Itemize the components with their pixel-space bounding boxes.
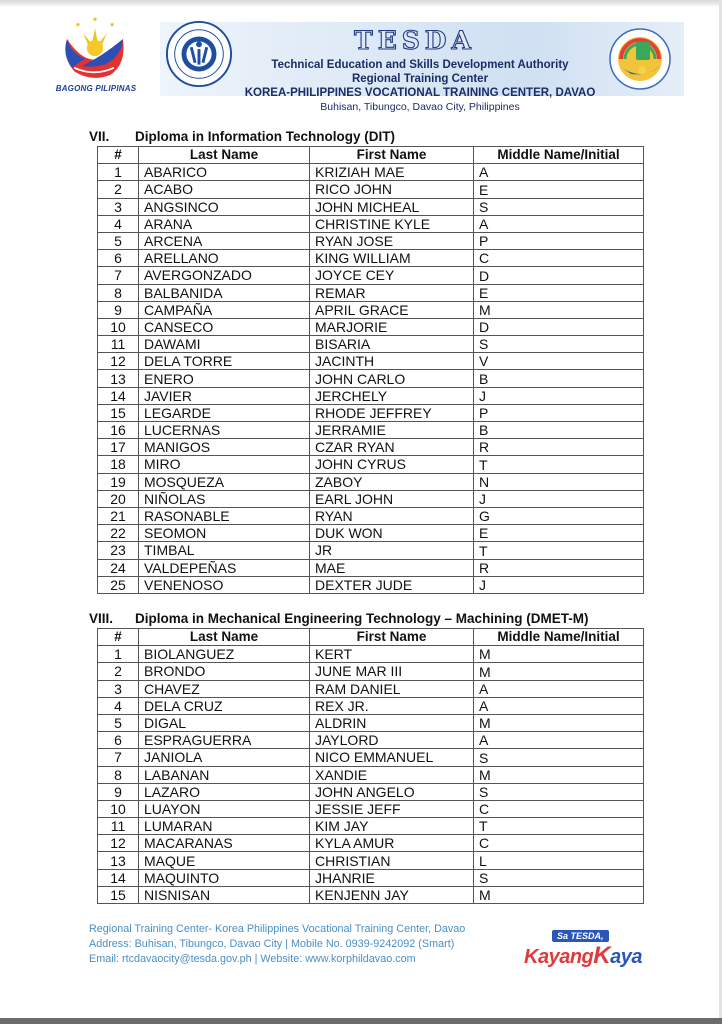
row-last-name: RASONABLE (139, 507, 310, 524)
row-last-name: MACARANAS (139, 835, 310, 852)
table-row (98, 766, 644, 783)
row-last-name: ABARICO (139, 164, 310, 181)
row-first-name: CHRISTINE KYLE (310, 215, 474, 232)
row-number: 5 (98, 714, 139, 731)
row-number: 1 (98, 164, 139, 181)
table-row (98, 507, 644, 524)
header-number: # (98, 629, 139, 646)
row-last-name: LEGARDE (139, 404, 310, 421)
row-first-name: DUK WON (310, 525, 474, 542)
rtc-seal-icon (609, 28, 671, 90)
row-last-name: ENERO (139, 370, 310, 387)
row-last-name: LUCERNAS (139, 422, 310, 439)
table-row (98, 250, 644, 267)
row-number: 6 (98, 732, 139, 749)
row-last-name: TIMBAL (139, 542, 310, 559)
row-last-name: DAWAMI (139, 336, 310, 353)
row-number: 16 (98, 422, 139, 439)
row-number: 1 (98, 646, 139, 663)
row-middle-initial: P (474, 404, 644, 421)
row-last-name: VENENOSO (139, 576, 310, 593)
row-middle-initial: M (474, 886, 644, 903)
row-first-name: MARJORIE (310, 318, 474, 335)
row-first-name: JUNE MAR III (310, 663, 474, 680)
row-middle-initial: S (474, 783, 644, 800)
row-number: 4 (98, 215, 139, 232)
table-row (98, 714, 644, 731)
row-first-name: KERT (310, 646, 474, 663)
row-last-name: LUAYON (139, 800, 310, 817)
row-middle-initial: V (474, 353, 644, 370)
row-middle-initial: S (474, 869, 644, 886)
table-row (98, 542, 644, 559)
table-row (98, 525, 644, 542)
table-row (98, 559, 644, 576)
section-title-dmet (89, 610, 589, 627)
row-number: 13 (98, 852, 139, 869)
row-number: 3 (98, 680, 139, 697)
row-number: 22 (98, 525, 139, 542)
dit-roster-table (97, 146, 644, 594)
row-middle-initial: T (474, 456, 644, 473)
row-first-name: KENJENN JAY (310, 886, 474, 903)
table-row (98, 164, 644, 181)
table-row (98, 318, 644, 335)
row-last-name: NISNISAN (139, 886, 310, 903)
center-address: Buhisan, Tibungco, Davao City, Philippines (320, 101, 520, 113)
section-heading: Diploma in Information Technology (DIT) (135, 129, 395, 144)
table-row (98, 869, 644, 886)
row-last-name: MIRO (139, 456, 310, 473)
footer-email-line: Email: rtcdavaocity@tesda.gov.ph | Website: www.korphildavao.com (89, 953, 416, 965)
row-last-name: DELA CRUZ (139, 697, 310, 714)
letterhead (0, 0, 722, 120)
header-last-name: Last Name (139, 629, 310, 646)
row-middle-initial: R (474, 559, 644, 576)
table-row (98, 439, 644, 456)
row-middle-initial: T (474, 818, 644, 835)
header-middle-name: Middle Name/Initial (474, 629, 644, 646)
table-row (98, 422, 644, 439)
row-last-name: ARANA (139, 215, 310, 232)
row-last-name: SEOMON (139, 525, 310, 542)
row-first-name: BISARIA (310, 336, 474, 353)
row-last-name: LAZARO (139, 783, 310, 800)
slogan-top: Sa TESDA, (552, 930, 609, 942)
row-last-name: MANIGOS (139, 439, 310, 456)
row-middle-initial: A (474, 680, 644, 697)
row-first-name: JOHN ANGELO (310, 783, 474, 800)
row-middle-initial: A (474, 164, 644, 181)
row-last-name: LUMARAN (139, 818, 310, 835)
row-middle-initial: M (474, 663, 644, 680)
row-middle-initial: E (474, 525, 644, 542)
row-middle-initial: B (474, 370, 644, 387)
table-row (98, 387, 644, 404)
row-last-name: JANIOLA (139, 749, 310, 766)
row-number: 11 (98, 336, 139, 353)
row-first-name: KYLA AMUR (310, 835, 474, 852)
row-last-name: ARCENA (139, 232, 310, 249)
row-number: 12 (98, 353, 139, 370)
row-number: 8 (98, 284, 139, 301)
row-number: 14 (98, 869, 139, 886)
row-number: 13 (98, 370, 139, 387)
slogan-kaya-initial: K (593, 942, 611, 969)
row-last-name: JAVIER (139, 387, 310, 404)
row-first-name: ALDRIN (310, 714, 474, 731)
row-first-name: JERCHELY (310, 387, 474, 404)
row-number: 5 (98, 232, 139, 249)
row-number: 4 (98, 697, 139, 714)
table-row (98, 663, 644, 680)
table-row (98, 336, 644, 353)
scan-bottom-edge (0, 1018, 722, 1024)
row-middle-initial: L (474, 852, 644, 869)
header-first-name: First Name (310, 147, 474, 164)
table-header-row (98, 147, 644, 164)
row-first-name: JAYLORD (310, 732, 474, 749)
row-number: 23 (98, 542, 139, 559)
slogan-kaya-rest: aya (610, 946, 642, 968)
row-last-name: ARELLANO (139, 250, 310, 267)
row-middle-initial: N (474, 473, 644, 490)
row-last-name: DIGAL (139, 714, 310, 731)
tesda-wordmark: TESDA (354, 26, 476, 55)
section-heading: Diploma in Mechanical Engineering Technology – Machining (DMET-M) (135, 611, 589, 626)
bagong-pilipinas-label: BAGONG PILIPINAS (55, 84, 137, 93)
row-first-name: CZAR RYAN (310, 439, 474, 456)
row-first-name: APRIL GRACE (310, 301, 474, 318)
row-first-name: JR (310, 542, 474, 559)
row-number: 7 (98, 267, 139, 284)
row-number: 9 (98, 301, 139, 318)
row-last-name: ANGSINCO (139, 198, 310, 215)
row-number: 2 (98, 663, 139, 680)
row-last-name: MAQUINTO (139, 869, 310, 886)
row-first-name: JACINTH (310, 353, 474, 370)
table-row (98, 490, 644, 507)
row-last-name: ACABO (139, 181, 310, 198)
row-middle-initial: E (474, 181, 644, 198)
table-row (98, 680, 644, 697)
table-row (98, 835, 644, 852)
row-first-name: JOHN MICHEAL (310, 198, 474, 215)
table-row (98, 215, 644, 232)
row-middle-initial: M (474, 766, 644, 783)
table-row (98, 198, 644, 215)
row-first-name: XANDIE (310, 766, 474, 783)
table-row (98, 800, 644, 817)
table-row (98, 783, 644, 800)
table-row (98, 353, 644, 370)
row-first-name: RYAN JOSE (310, 232, 474, 249)
row-last-name: DELA TORRE (139, 353, 310, 370)
row-first-name: RAM DANIEL (310, 680, 474, 697)
table-row (98, 267, 644, 284)
table-row (98, 818, 644, 835)
row-last-name: CHAVEZ (139, 680, 310, 697)
section-title-dit (89, 128, 395, 145)
row-first-name: DEXTER JUDE (310, 576, 474, 593)
table-header-row (98, 629, 644, 646)
row-number: 11 (98, 818, 139, 835)
row-middle-initial: D (474, 267, 644, 284)
table-row (98, 370, 644, 387)
table-row (98, 749, 644, 766)
row-last-name: BIOLANGUEZ (139, 646, 310, 663)
row-first-name: JHANRIE (310, 869, 474, 886)
row-middle-initial: M (474, 301, 644, 318)
row-last-name: LABANAN (139, 766, 310, 783)
header-last-name: Last Name (139, 147, 310, 164)
row-last-name: VALDEPEÑAS (139, 559, 310, 576)
row-middle-initial: J (474, 576, 644, 593)
footer-contact (89, 922, 465, 967)
row-first-name: RHODE JEFFREY (310, 404, 474, 421)
row-number: 20 (98, 490, 139, 507)
row-first-name: MAE (310, 559, 474, 576)
row-middle-initial: D (474, 318, 644, 335)
row-number: 6 (98, 250, 139, 267)
row-middle-initial: T (474, 542, 644, 559)
row-number: 2 (98, 181, 139, 198)
row-number: 24 (98, 559, 139, 576)
row-middle-initial: J (474, 387, 644, 404)
row-number: 15 (98, 404, 139, 421)
row-last-name: MOSQUEZA (139, 473, 310, 490)
row-middle-initial: J (474, 490, 644, 507)
table-row (98, 404, 644, 421)
row-last-name: AVERGONZADO (139, 267, 310, 284)
row-middle-initial: S (474, 198, 644, 215)
row-number: 10 (98, 800, 139, 817)
row-first-name: JESSIE JEFF (310, 800, 474, 817)
table-row (98, 886, 644, 903)
row-middle-initial: M (474, 646, 644, 663)
row-number: 14 (98, 387, 139, 404)
table-row (98, 181, 644, 198)
dmet-roster-body (98, 646, 644, 904)
row-first-name: JOYCE CEY (310, 267, 474, 284)
row-middle-initial: A (474, 732, 644, 749)
row-first-name: CHRISTIAN (310, 852, 474, 869)
row-number: 19 (98, 473, 139, 490)
row-middle-initial: E (474, 284, 644, 301)
row-number: 17 (98, 439, 139, 456)
footer-address-line: Address: Buhisan, Tibungco, Davao City | Mobile No. 0939-9242092 (Smart) (89, 938, 455, 950)
section-number: VIII. (89, 611, 114, 626)
header-number: # (98, 147, 139, 164)
dit-roster-body (98, 164, 644, 594)
row-first-name: EARL JOHN (310, 490, 474, 507)
row-first-name: JERRAMIE (310, 422, 474, 439)
row-middle-initial: C (474, 800, 644, 817)
row-middle-initial: S (474, 336, 644, 353)
footer-center-line: Regional Training Center- Korea Philippines Vocational Training Center, Davao (89, 923, 466, 935)
slogan-kayang: Kayang (524, 946, 594, 968)
header-middle-name: Middle Name/Initial (474, 147, 644, 164)
bagong-pilipinas-logo-icon (50, 12, 140, 84)
kayang-kaya-logo (524, 930, 674, 970)
slogan-main (524, 943, 642, 969)
center-type: Regional Training Center (351, 73, 489, 85)
table-row (98, 301, 644, 318)
row-first-name: RICO JOHN (310, 181, 474, 198)
row-middle-initial: C (474, 835, 644, 852)
row-middle-initial: S (474, 749, 644, 766)
row-last-name: ESPRAGUERRA (139, 732, 310, 749)
row-first-name: REMAR (310, 284, 474, 301)
agency-name: Technical Education and Skills Development Authority (271, 59, 569, 71)
table-row (98, 232, 644, 249)
row-first-name: RYAN (310, 507, 474, 524)
row-number: 9 (98, 783, 139, 800)
row-last-name: CANSECO (139, 318, 310, 335)
table-row (98, 473, 644, 490)
slogan-kaya (593, 942, 642, 969)
row-middle-initial: M (474, 714, 644, 731)
row-first-name: KIM JAY (310, 818, 474, 835)
row-number: 21 (98, 507, 139, 524)
section-number: VII. (89, 129, 110, 144)
row-number: 25 (98, 576, 139, 593)
table-row (98, 576, 644, 593)
row-first-name: KRIZIAH MAE (310, 164, 474, 181)
row-last-name: MAQUE (139, 852, 310, 869)
table-row (98, 456, 644, 473)
row-last-name: BRONDO (139, 663, 310, 680)
row-first-name: KING WILLIAM (310, 250, 474, 267)
row-number: 12 (98, 835, 139, 852)
row-middle-initial: A (474, 697, 644, 714)
row-first-name: JOHN CARLO (310, 370, 474, 387)
row-number: 8 (98, 766, 139, 783)
row-last-name: BALBANIDA (139, 284, 310, 301)
table-row (98, 732, 644, 749)
row-middle-initial: A (474, 215, 644, 232)
row-number: 7 (98, 749, 139, 766)
row-middle-initial: C (474, 250, 644, 267)
row-number: 3 (98, 198, 139, 215)
dmet-roster-table (97, 628, 644, 904)
row-number: 18 (98, 456, 139, 473)
center-name: KOREA-PHILIPPINES VOCATIONAL TRAINING CENTER, DAVAO (244, 87, 596, 99)
row-first-name: ZABOY (310, 473, 474, 490)
row-last-name: NIÑOLAS (139, 490, 310, 507)
header-first-name: First Name (310, 629, 474, 646)
table-row (98, 852, 644, 869)
row-middle-initial: P (474, 232, 644, 249)
row-middle-initial: G (474, 507, 644, 524)
row-middle-initial: B (474, 422, 644, 439)
row-number: 15 (98, 886, 139, 903)
table-row (98, 284, 644, 301)
row-number: 10 (98, 318, 139, 335)
row-first-name: REX JR. (310, 697, 474, 714)
table-row (98, 697, 644, 714)
row-first-name: JOHN CYRUS (310, 456, 474, 473)
row-last-name: CAMPAÑA (139, 301, 310, 318)
table-row (98, 646, 644, 663)
row-first-name: NICO EMMANUEL (310, 749, 474, 766)
row-middle-initial: R (474, 439, 644, 456)
